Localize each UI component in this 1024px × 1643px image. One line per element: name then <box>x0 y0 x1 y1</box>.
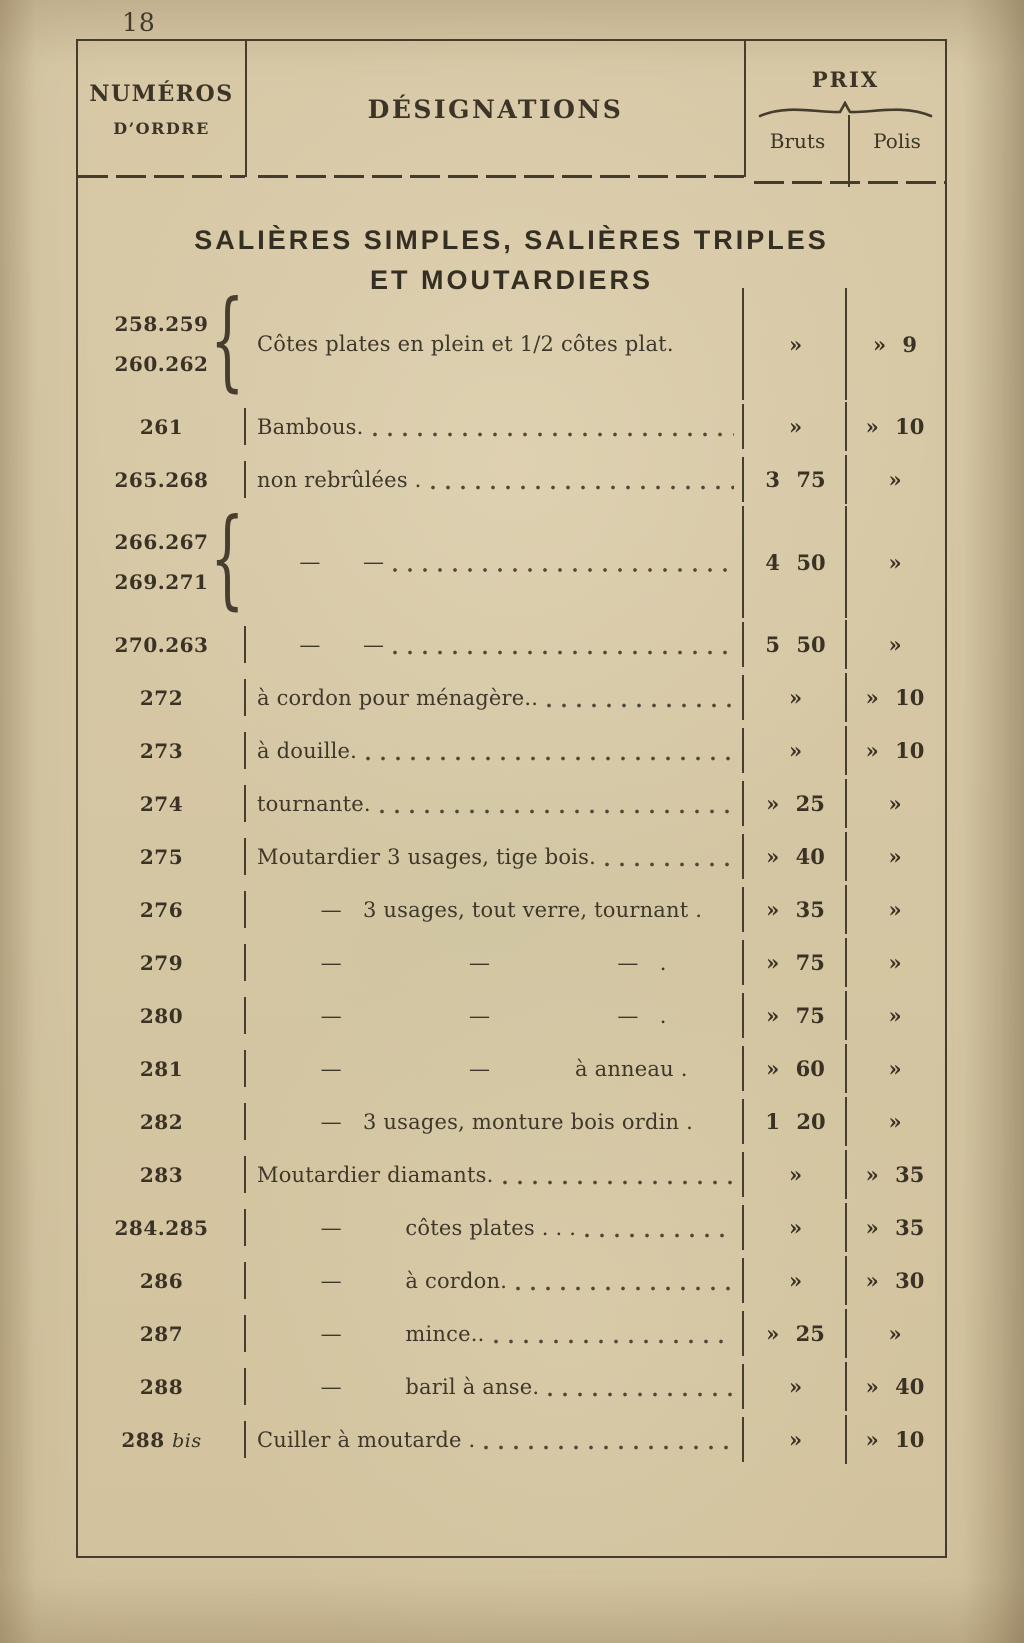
designation-cell <box>245 830 744 883</box>
page-number: 18 <box>122 8 156 37</box>
price-bruts: » <box>744 1413 847 1466</box>
price-bruts: » <box>744 400 847 453</box>
dot-leader <box>503 1148 735 1201</box>
order-number: 280 <box>139 1003 184 1028</box>
dot-leader <box>431 453 734 506</box>
section-title-line2: ET MOUTARDIERS <box>370 265 653 295</box>
dot-leader <box>393 506 734 618</box>
table-row <box>78 1042 945 1095</box>
price-bruts: » 25 <box>744 1307 847 1360</box>
price-bruts: » 40 <box>744 830 847 883</box>
order-numbers-cell <box>78 1148 245 1201</box>
price-polis: » <box>888 467 902 492</box>
table-header <box>78 41 945 177</box>
price-bruts: 3 75 <box>744 453 847 506</box>
order-number: 261 <box>139 414 184 439</box>
designation-text: — côtes plates . . . <box>257 1215 577 1240</box>
order-number: 270.263 <box>114 632 209 657</box>
designation-cell <box>245 1201 744 1254</box>
bis-suffix: bis <box>172 1429 202 1452</box>
price-polis: » <box>888 844 902 869</box>
price-polis: » 10 <box>865 738 925 763</box>
order-number: 283 <box>139 1162 184 1187</box>
table-row <box>78 830 945 883</box>
order-number: 274 <box>139 791 184 816</box>
dot-leader <box>547 671 734 724</box>
dot-leader <box>373 400 734 453</box>
dot-leader <box>393 618 734 671</box>
price-polis: » <box>888 549 902 575</box>
order-number: 287 <box>139 1321 184 1346</box>
price-bruts: » <box>744 288 847 400</box>
dot-leader <box>484 1413 734 1466</box>
header-prix <box>746 41 945 177</box>
order-number: 276 <box>139 897 184 922</box>
table-row <box>78 883 945 936</box>
header-designations <box>247 41 746 177</box>
order-number: 284.285 <box>114 1215 209 1240</box>
price-table <box>76 39 947 1558</box>
designation-cell <box>245 1095 744 1148</box>
price-bruts: » 35 <box>744 883 847 936</box>
table-row <box>78 1201 945 1254</box>
price-polis: » <box>888 1109 902 1134</box>
order-number: 269.271 <box>114 570 209 594</box>
order-number: 288 <box>139 1374 184 1399</box>
row-brace-icon: { <box>210 277 245 403</box>
order-numbers-cell <box>78 277 245 403</box>
designation-text: à cordon pour ménagère.. <box>257 685 539 710</box>
order-numbers-cell <box>78 1201 245 1254</box>
row-brace-icon: { <box>210 495 245 621</box>
header-bottom-rule-middle <box>258 175 744 178</box>
price-polis: » 40 <box>865 1374 925 1399</box>
designation-text: Côtes plates en plein et 1/2 côtes plat. <box>257 332 674 356</box>
designation-text: — — <box>257 550 385 574</box>
designation-cell <box>245 400 744 453</box>
order-number: 275 <box>139 844 184 869</box>
price-polis: » <box>888 1321 902 1346</box>
prix-brace-icon <box>757 101 934 123</box>
header-numeros-label: NUMÉROS <box>89 80 234 107</box>
designation-cell <box>245 288 744 400</box>
table-row <box>78 724 945 777</box>
price-polis: » <box>888 1003 902 1028</box>
price-polis: » 35 <box>865 1215 925 1240</box>
price-bruts: » 75 <box>744 936 847 989</box>
table-row <box>78 400 945 453</box>
header-bottom-rule-left <box>78 175 245 178</box>
designation-text: tournante. <box>257 791 371 816</box>
designation-text: — — <box>257 632 385 657</box>
table-row <box>78 618 945 671</box>
designation-cell <box>245 936 744 989</box>
price-bruts: » 25 <box>744 777 847 830</box>
price-bruts: » 60 <box>744 1042 847 1095</box>
order-numbers-cell <box>78 1254 245 1307</box>
order-number: 266.267 <box>114 530 209 554</box>
order-number: 288 bis <box>121 1427 202 1452</box>
header-bruts-label: Bruts <box>769 129 826 153</box>
designation-cell <box>245 724 744 777</box>
table-row <box>78 1095 945 1148</box>
order-number: 286 <box>139 1268 184 1293</box>
order-numbers-cell <box>78 1307 245 1360</box>
designation-cell <box>245 989 744 1042</box>
table-row <box>78 936 945 989</box>
price-bruts: 1 20 <box>744 1095 847 1148</box>
designation-text: — — — . <box>257 950 667 975</box>
order-numbers-cell <box>78 724 245 777</box>
table-row <box>78 453 945 506</box>
order-number: 282 <box>139 1109 184 1134</box>
table-row <box>78 1148 945 1201</box>
header-ordre-label: D’ORDRE <box>113 118 210 138</box>
price-bruts: » <box>744 1201 847 1254</box>
dot-leader <box>585 1201 734 1254</box>
designation-text: à douille. <box>257 738 358 763</box>
price-polis: » <box>888 791 902 816</box>
price-bruts: » <box>744 1360 847 1413</box>
price-bruts: » <box>744 724 847 777</box>
designation-text: Bambous. <box>257 414 364 439</box>
designation-text: — mince.. <box>257 1321 485 1346</box>
table-row <box>78 989 945 1042</box>
table-row <box>78 1360 945 1413</box>
designation-cell <box>245 1254 744 1307</box>
price-polis: » 9 <box>872 331 918 357</box>
order-number: 273 <box>139 738 184 763</box>
designation-cell <box>245 883 744 936</box>
price-polis: » 35 <box>865 1162 925 1187</box>
section-title-line1: SALIÈRES SIMPLES, SALIÈRES TRIPLES <box>194 225 829 255</box>
order-number: 265.268 <box>114 467 209 492</box>
order-number: 281 <box>139 1056 184 1081</box>
order-numbers-cell <box>78 830 245 883</box>
designation-cell <box>245 506 744 618</box>
order-number: 258.259 <box>114 312 209 336</box>
order-numbers-cell <box>78 1360 245 1413</box>
designation-text: Cuiller à moutarde . <box>257 1427 476 1452</box>
header-prix-label: PRIX <box>811 67 880 92</box>
dot-leader <box>605 830 734 883</box>
price-bruts: » <box>744 1254 847 1307</box>
dot-leader <box>548 1360 734 1413</box>
price-bruts: » <box>744 1148 847 1201</box>
table-row <box>78 1307 945 1360</box>
dot-leader <box>366 724 734 777</box>
order-numbers-cell <box>78 936 245 989</box>
header-numeros <box>78 41 247 177</box>
order-numbers-cell <box>78 1042 245 1095</box>
header-bottom-rule-right <box>754 181 945 184</box>
designation-text: — baril à anse. <box>257 1374 540 1399</box>
order-numbers-cell <box>78 1095 245 1148</box>
order-number: 272 <box>139 685 184 710</box>
designation-text: — — — . <box>257 1003 667 1028</box>
header-polis-label: Polis <box>873 129 921 153</box>
designation-cell <box>245 1042 744 1095</box>
designation-text: Moutardier 3 usages, tige bois. <box>257 844 596 869</box>
designation-text: Moutardier diamants. <box>257 1162 494 1187</box>
table-row <box>78 1413 945 1466</box>
designation-cell <box>245 1148 744 1201</box>
designation-cell <box>245 1307 744 1360</box>
price-bruts: » 75 <box>744 989 847 1042</box>
order-numbers-cell <box>78 400 245 453</box>
designation-cell <box>245 1413 744 1466</box>
order-number: 260.262 <box>114 352 209 376</box>
price-bruts: 4 50 <box>744 506 847 618</box>
order-number: 279 <box>139 950 184 975</box>
designation-cell <box>245 777 744 830</box>
price-bruts: » <box>744 671 847 724</box>
order-numbers-cell <box>78 671 245 724</box>
price-bruts: 5 50 <box>744 618 847 671</box>
order-numbers-cell <box>78 989 245 1042</box>
price-polis: » <box>888 950 902 975</box>
price-polis: » <box>888 897 902 922</box>
table-row <box>78 1254 945 1307</box>
price-polis: » 30 <box>865 1268 925 1293</box>
designation-cell <box>245 1360 744 1413</box>
designation-text: — à cordon. <box>257 1268 508 1293</box>
table-row <box>78 495 945 621</box>
table-row <box>78 777 945 830</box>
designation-cell <box>245 453 744 506</box>
designation-text: — 3 usages, monture bois ordin . <box>257 1109 694 1134</box>
order-numbers-cell <box>78 883 245 936</box>
designation-text: — 3 usages, tout verre, tournant . <box>257 897 703 922</box>
price-polis: » 10 <box>865 1427 925 1452</box>
dot-leader <box>494 1307 735 1360</box>
order-numbers-cell <box>78 1413 245 1466</box>
price-polis: » 10 <box>865 685 925 710</box>
price-polis: » 10 <box>865 414 925 439</box>
order-numbers-cell <box>78 777 245 830</box>
designation-cell <box>245 671 744 724</box>
designation-text: — — à anneau . <box>257 1056 688 1081</box>
dot-leader <box>380 777 734 830</box>
table-row <box>78 671 945 724</box>
dot-leader <box>516 1254 734 1307</box>
designation-cell <box>245 618 744 671</box>
price-polis: » <box>888 632 902 657</box>
header-designations-label: DÉSIGNATIONS <box>367 94 624 124</box>
price-polis: » <box>888 1056 902 1081</box>
order-numbers-cell <box>78 495 245 621</box>
order-numbers-cell <box>78 618 245 671</box>
designation-text: non rebrûlées . <box>257 467 422 492</box>
